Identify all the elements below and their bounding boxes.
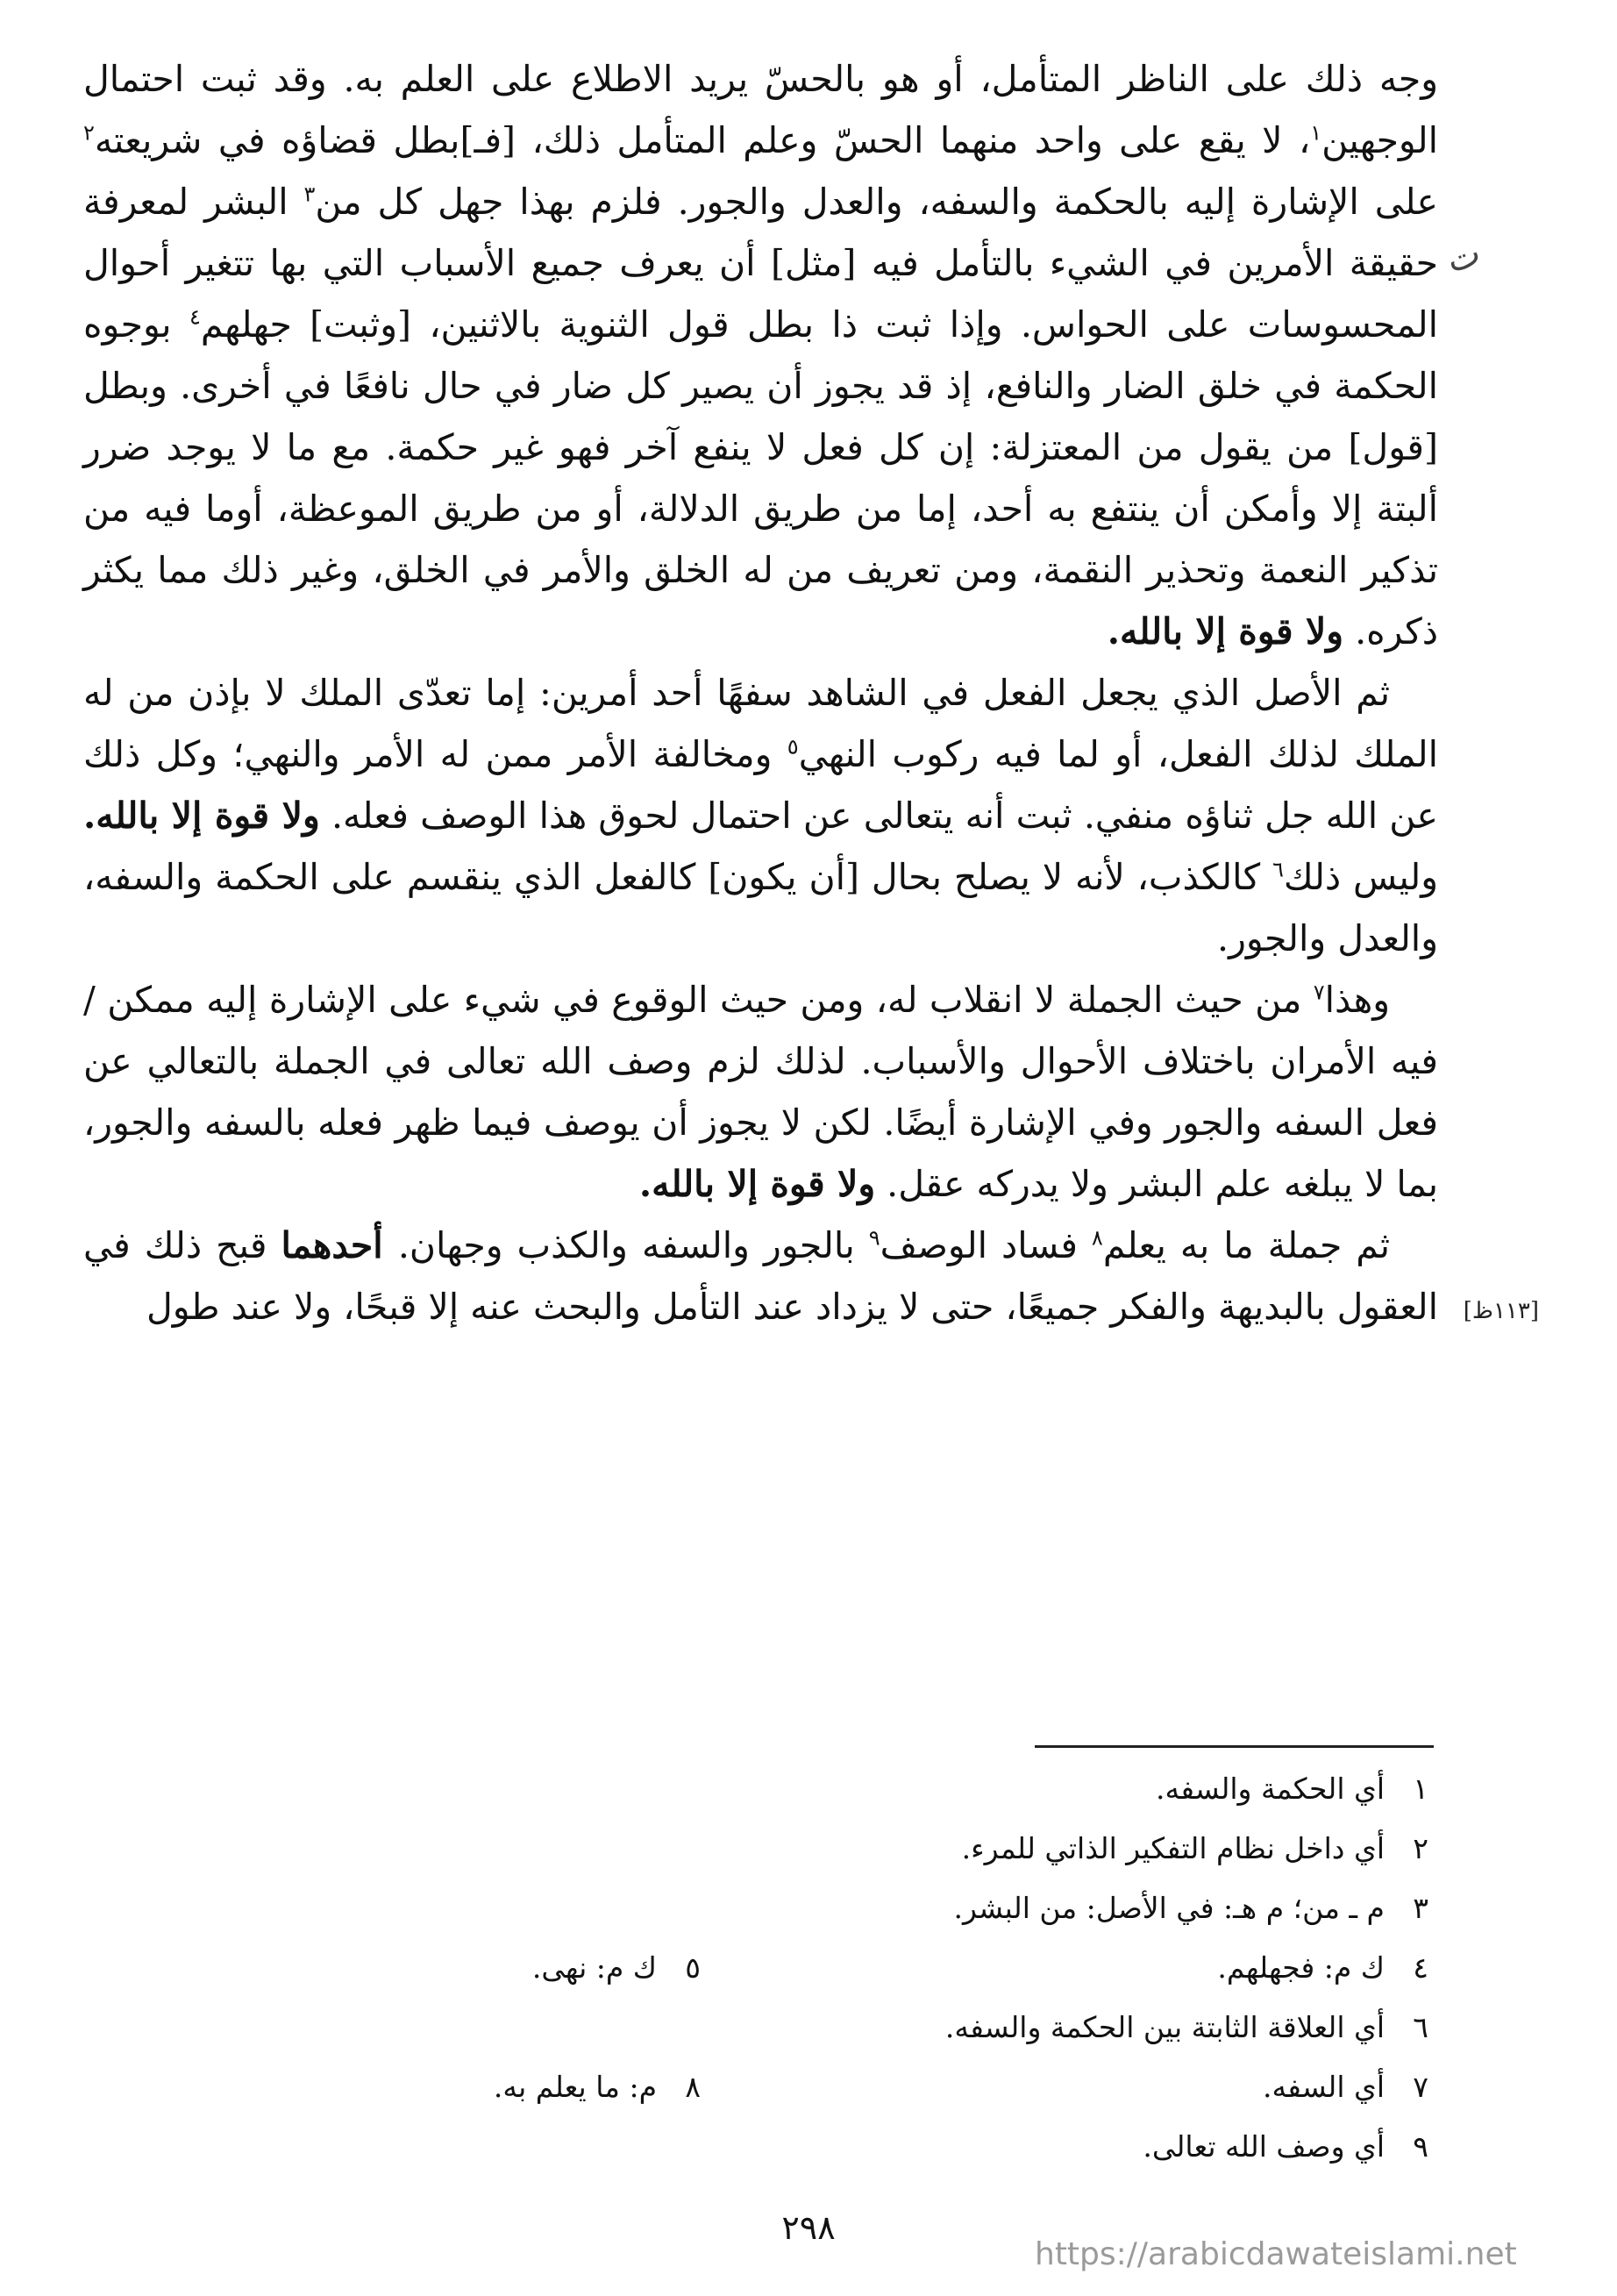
footnote-item	[1263, 2070, 1428, 2105]
bold-phrase: ولا قوة إلا بالله.	[638, 1163, 876, 1205]
footnote-text: ك م: نهى.	[531, 1950, 657, 1985]
text-run: بوجوه الحكمة في خلق الضار والنافع، إذ قد يجوز أن يصير كل ضار في حال نافعًا في أخرى. وبطل [قول] من يقول من المعتزلة: إن كل فعل لا ينفع آخر فهو غير حكمة. مع ما لا يوجد ضرر ألبتة إلا وأمكن أن ينتفع به أحد، إما من طريق الدلالة، أو من طريق الموعظة، أوما فيه من تذكير النعمة وتحذير النقمة، ومن تعريف من له الخلق والأمر في الخلق، وغير ذلك مما يكثر ذكره.	[83, 303, 1438, 652]
footnote-number: ١	[1413, 1772, 1428, 1806]
paragraph-3	[83, 969, 1438, 1215]
footnote-number: ٨	[685, 2070, 701, 2104]
footnote-item	[1143, 2129, 1428, 2164]
footnote-number: ٥	[685, 1950, 701, 1985]
text-run: البشر لمعرفة حقيقة الأمرين في الشيء بالتأمل فيه [مثل] أن يعرف جميع الأسباب التي بها تتغير أحوال المحسوسات على الحواس. وإذا ثبت ذا بطل قول الثنوية بالاثنين، [وثبت] جهلهم	[83, 181, 1438, 346]
text-run: ثم الأصل الذي يجعل الفعل في الشاهد سفهًا أحد أمرين: إما تعدّى الملك لا بإذن من له الملك لذلك الفعل، أو لما فيه ركوب النهي	[83, 672, 1438, 775]
footnote-item	[532, 1950, 701, 1986]
footnote-number: ٤	[1413, 1950, 1428, 1985]
footnote-item	[494, 2070, 701, 2105]
footnote-item	[1156, 1772, 1428, 1807]
text-run: كالكذب، لأنه لا يصلح بحال [أن يكون] كالفعل الذي ينقسم على الحكمة والسفه، والعدل والجور.	[83, 856, 1438, 959]
footnote-ref: ٤	[189, 304, 201, 330]
footnote-text: أي الحكمة والسفه.	[1156, 1772, 1385, 1806]
footnote-item	[962, 1831, 1428, 1866]
footnote-item	[954, 1891, 1428, 1926]
footnote-ref: ٣	[303, 182, 316, 207]
footnote-item	[945, 2010, 1428, 2045]
footnote-number: ٦	[1413, 2010, 1428, 2044]
text-run: بالجور والسفه والكذب وجهان.	[397, 1224, 869, 1266]
footnote-text: أي داخل نظام التفكير الذاتي للمرء.	[961, 1831, 1385, 1865]
watermark-url: https://arabicdawateislami.net	[1035, 2236, 1517, 2272]
footnote-ref: ٨	[1091, 1225, 1103, 1251]
footnote-ref: ٧	[1313, 980, 1325, 1005]
text-run: قبح ذلك في العقول بالبديهة والفكر جميعًا، حتى لا يزداد عند التأمل والبحث عنه إلا قبحًا، ولا عند طول	[83, 1224, 1438, 1328]
text-run: ، لا يقع على واحد منهما الحسّ وعلم المتأمل ذلك، [فـ]بطل قضاؤه في شريعته	[94, 119, 1311, 161]
text-run: ثم جملة ما به يعلم	[1102, 1224, 1391, 1266]
footnote-ref: ١	[1310, 120, 1322, 146]
footnote-number: ٩	[1413, 2129, 1428, 2164]
footnote-item	[1217, 1950, 1428, 1986]
footnote-text: أي السفه.	[1262, 2070, 1385, 2104]
bold-phrase: ولا قوة إلا بالله.	[1107, 610, 1344, 652]
footnote-ref: ٥	[787, 734, 799, 759]
text-run: من حيث الجملة لا انقلاب له، ومن حيث الوقوع في شيء على الإشارة إليه ممكن / فيه الأمران باختلاف الأحوال والأسباب. لذلك لزم وصف الله تعالى في الجملة بالتعالي عن فعل السفه والجور وفي الإشارة أيضًا. لكن لا يجوز أن يوصف فيما ظهر فعله بالسفه والجور، بما لا يبلغه علم البشر ولا يدركه عقل.	[83, 979, 1438, 1205]
footnote-text: م: ما يعلم به.	[493, 2070, 657, 2104]
paragraph-2	[83, 662, 1438, 969]
text-run: فساد الوصف	[880, 1224, 1092, 1266]
paragraph-1	[83, 48, 1438, 662]
footnote-text: ك م: فجهلهم.	[1217, 1950, 1385, 1985]
footnote-text: م ـ من؛ م هـ: في الأصل: من البشر.	[953, 1891, 1385, 1925]
main-text	[83, 48, 1438, 1337]
footnote-text: أي العلاقة الثابتة بين الحكمة والسفه.	[944, 2010, 1385, 2044]
paragraph-4	[83, 1215, 1438, 1337]
text-run: على الإشارة إليه بالحكمة والسفه، والعدل والجور. فلزم بهذا جهل كل من	[315, 181, 1438, 223]
footnote-ref: ٩	[868, 1225, 880, 1251]
footnote-text: أي وصف الله تعالى.	[1143, 2129, 1385, 2164]
footnote-number: ٧	[1413, 2070, 1428, 2104]
footnote-separator	[1035, 1745, 1434, 1748]
margin-annotation: ت	[1441, 232, 1486, 282]
footnote-number: ٣	[1413, 1891, 1428, 1925]
page-number: ٢٩٨	[781, 2208, 836, 2247]
manuscript-folio-marker: [١١٣ظ]	[1463, 1298, 1539, 1324]
footnote-ref: ٦	[1272, 857, 1284, 882]
text-run: وجه ذلك على الناظر المتأمل، أو هو بالحسّ يريد الاطلاع على العلم به. وقد ثبت احتمال الوجهين	[83, 58, 1438, 161]
text-run: ومخالفة الأمر ممن له الأمر والنهي؛ وكل ذلك عن الله جل ثناؤه منفي. ثبت أنه يتعالى عن احتمال لحوق هذا الوصف فعله.	[83, 733, 1438, 837]
text-run: وهذا	[1324, 979, 1390, 1021]
bold-phrase: أحدهما	[281, 1224, 398, 1266]
footnote-ref: ٢	[83, 120, 95, 146]
footnote-number: ٢	[1413, 1831, 1428, 1865]
text-run: وليس ذلك	[1283, 856, 1438, 898]
bold-phrase: ولا قوة إلا بالله.	[83, 795, 320, 837]
